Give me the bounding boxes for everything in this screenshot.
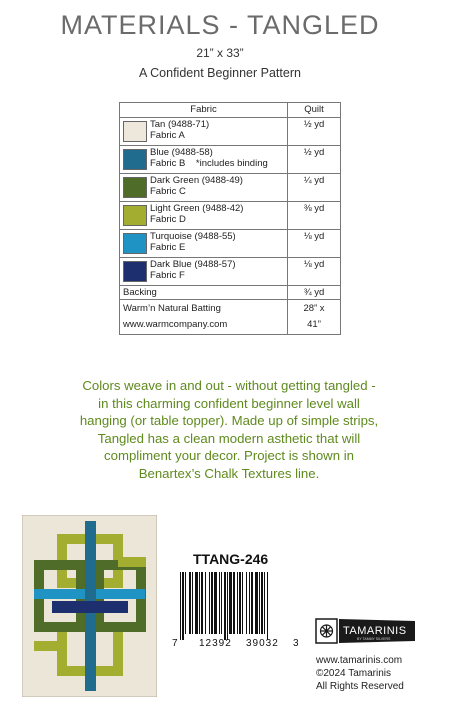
copyright: ©2024 Tamarinis <box>316 668 391 679</box>
fabric-name: Turquoise (9488-55) <box>150 231 236 242</box>
fabric-code: Fabric B *includes binding <box>150 158 268 169</box>
fabric-code: Fabric F <box>150 270 185 281</box>
batting-quantity-line2: 41” <box>307 319 321 330</box>
fabric-cell <box>120 258 288 286</box>
fabric-cell <box>120 230 288 258</box>
fabric-name: Blue (9488-58) <box>150 147 213 158</box>
skill-level: A Confident Beginner Pattern <box>139 66 301 80</box>
barcode <box>172 572 300 657</box>
barcode-digit-right: 3 <box>293 638 299 649</box>
fabric-code: Fabric A <box>150 130 185 141</box>
brand-logo <box>315 617 415 652</box>
pattern-sku: TTANG-246 <box>193 551 269 567</box>
backing-quantity: ¾ yd <box>288 286 341 300</box>
fabric-quantity: ⅛ yd <box>288 230 341 258</box>
brand-tagline: BY TAMMY SILVERS <box>357 637 391 641</box>
table-header <box>120 103 341 118</box>
batting-quantity <box>288 300 341 335</box>
fabric-quantity: ⅛ yd <box>288 258 341 286</box>
batting-cell <box>120 300 288 335</box>
pattern-description: Colors weave in and out - without getting tangled - in this charming confident beginner level wall hanging (or table topper). Made up of simple strips, Tangled has a clean modern asthetic that will compliment your decor. Project is shown in Benartex’s Chalk Textures line. <box>79 378 379 481</box>
batting-label: Warm’n Natural Batting <box>123 303 221 314</box>
quilt-column-header: Quilt <box>288 103 341 118</box>
fabric-swatch <box>123 233 147 254</box>
barcode-group-2: 39032 <box>246 638 279 649</box>
fabric-quantity: ⅜ yd <box>288 202 341 230</box>
fabric-name: Dark Blue (9488-57) <box>150 259 236 270</box>
backing-label: Backing <box>120 286 288 300</box>
fabric-swatch <box>123 205 147 226</box>
table-row <box>120 202 341 230</box>
fabric-cell <box>120 118 288 146</box>
fabric-quantity: ½ yd <box>288 118 341 146</box>
table-row <box>120 146 341 174</box>
materials-table <box>119 102 341 335</box>
table-row <box>120 118 341 146</box>
batting-quantity-line1: 28” x <box>303 303 325 314</box>
fabric-quantity: ½ yd <box>288 146 341 174</box>
footer <box>316 654 404 693</box>
table-row <box>120 230 341 258</box>
website-link[interactable]: www.tamarinis.com <box>316 655 403 666</box>
page-title: MATERIALS - TANGLED <box>60 10 380 40</box>
fabric-cell <box>120 174 288 202</box>
fabric-code: Fabric D <box>150 214 186 225</box>
fabric-column-header: Fabric <box>120 103 288 118</box>
rights-statement: All Rights Reserved <box>316 681 404 692</box>
fabric-name: Light Green (9488-42) <box>150 203 244 214</box>
logo-graphic <box>315 617 415 647</box>
fabric-code: Fabric E <box>150 242 186 253</box>
quilt-image <box>22 515 157 697</box>
fabric-swatch <box>123 261 147 282</box>
fabric-code: Fabric C <box>150 186 186 197</box>
fabric-swatch <box>123 121 147 142</box>
fabric-cell <box>120 202 288 230</box>
barcode-digit-left: 7 <box>172 638 178 649</box>
table-row <box>120 258 341 286</box>
fabric-quantity: ¼ yd <box>288 174 341 202</box>
batting-url: www.warmcompany.com <box>123 319 228 330</box>
batting-row <box>120 300 341 335</box>
fabric-swatch <box>123 177 147 198</box>
table-row <box>120 174 341 202</box>
dimensions: 21” x 33” <box>196 46 244 60</box>
fabric-cell <box>120 146 288 174</box>
fabric-swatch <box>123 149 147 170</box>
barcode-group-1: 12392 <box>199 638 232 649</box>
backing-row <box>120 286 341 300</box>
brand-name: TAMARINIS <box>343 625 407 637</box>
fabric-name: Dark Green (9488-49) <box>150 175 243 186</box>
fabric-name: Tan (9488-71) <box>150 119 210 130</box>
